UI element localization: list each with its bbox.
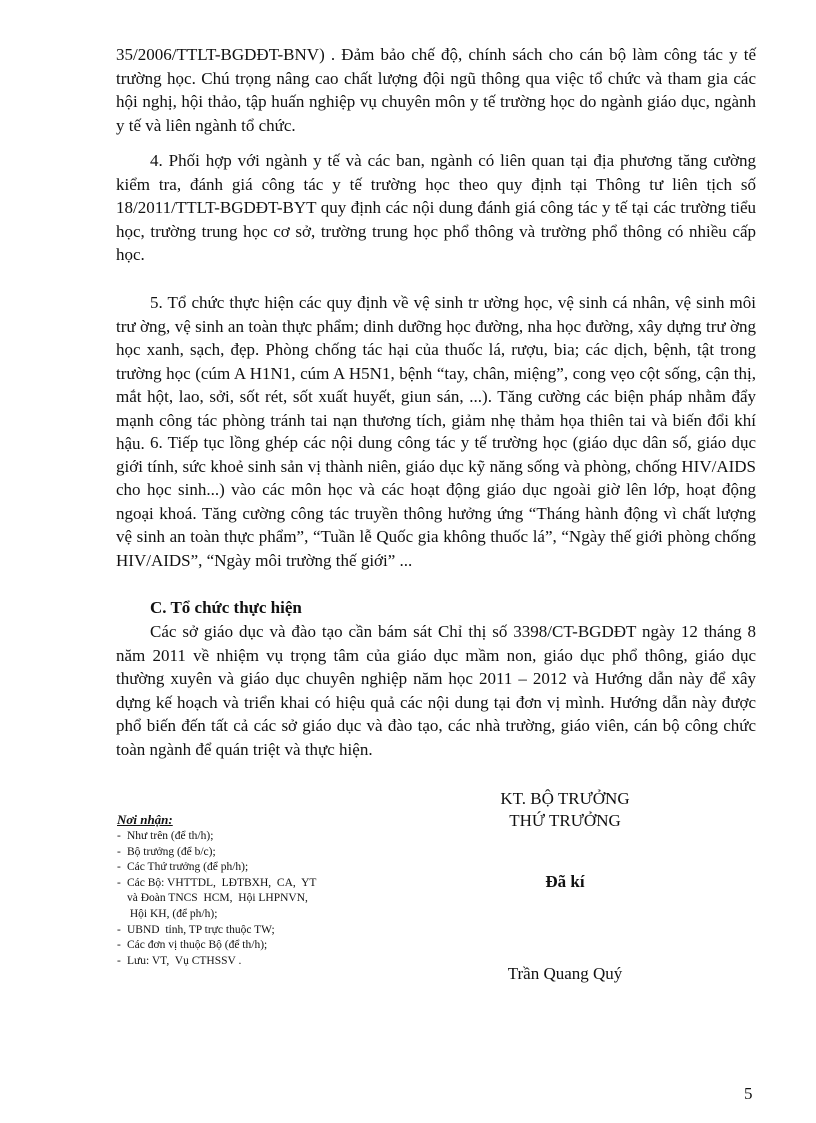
paragraph-text: 4. Phối hợp với ngành y tế và các ban, ngành có liên quan tại địa phương tăng cường kiểm tra, đánh giá công tác y tế trường học theo quy định tại Thông tư liên tịch số 18/2011/TTLT-BGDĐT-BYT quy định các nội dung đánh giá công tác y tế tại các trường tiểu học, trường trung học cơ sở, trường trung học phổ thông và trường phổ thông có nhiều cấp học.: [116, 151, 756, 264]
recipient-item: - Các Thứ trưởng (để ph/h);: [117, 861, 249, 874]
paragraph-item-4: [116, 149, 756, 267]
paragraph-text: 35/2006/TTLT-BGDĐT-BNV) . Đảm bảo chế độ, chính sách cho cán bộ làm công tác y tế trường học. Chú trọng nâng cao chất lượng đội ngũ thông qua việc tổ chức và tham gia các hội nghị, hội thảo, tập huấn nghiệp vụ chuyên môn y tế trường học do ngành giáo dục, ngành y tế và liên ngành tổ chức.: [116, 45, 756, 135]
recipient-item: - UBND tỉnh, TP trực thuộc TW;: [117, 923, 275, 936]
paragraph-continued: [116, 43, 756, 137]
recipient-item: - Các Bộ: VHTTDL, LĐTBXH, CA, YT và Đoàn TNCS HCM, Hội LHPNVN, Hội KH, (để ph/h);: [117, 876, 317, 920]
paragraph-item-6: [116, 431, 756, 572]
recipient-item: - Các đơn vị thuộc Bộ (để th/h);: [117, 939, 268, 952]
paragraph-text: 6. Tiếp tục lồng ghép các nội dung công tác y tế trường học (giáo dục dân số, giáo dục giới tính, sức khoẻ sinh sản vị thành niên, giáo dục kỹ năng sống và phòng, chống HIV/AIDS cho học sinh...) vào các môn học và các hoạt động giáo dục ngoài giờ lên lớp, hoạt động ngoại khoá. Tăng cường công tác truyền thông hưởng ứng “Tháng hành động vì chất lượng vệ sinh an toàn thực phẩm”, “Tuần lễ Quốc gia không thuốc lá”, “Ngày thế giới phòng chống HIV/AIDS”, “Ngày môi trường thế giới” ...: [116, 433, 756, 570]
recipient-item: - Lưu: VT, Vụ CTHSSV .: [117, 954, 242, 967]
recipients-list: [117, 829, 377, 969]
page-number: 5: [744, 1084, 753, 1103]
signature-title: KT. BỘ TRƯỞNG: [500, 789, 630, 808]
paragraph-text: Các sở giáo dục và đào tạo cần bám sát Chỉ thị số 3398/CT-BGDĐT ngày 12 tháng 8 năm 2011 về nhiệm vụ trọng tâm của giáo dục mầm non, giáo dục phổ thông, giáo dục thường xuyên và giáo dục chuyên nghiệp năm học 2011 – 2012 và Hướng dẫn này để xây dựng kế hoạch và triển khai có hiệu quả các nội dung tại đơn vị mình. Hướng dẫn này được phổ biến đến tất cả các sở giáo dục và đào tạo, các nhà trường, giáo viên, cán bộ công chức toàn ngành để quán triệt và thực hiện.: [116, 622, 756, 759]
paragraph-text: 5. Tổ chức thực hiện các quy định về vệ sinh tr ường học, vệ sinh cá nhân, vệ sinh môi trư ờng, vệ sinh an toàn thực phẩm; dinh dưỡng học đường, nha học đường, xây dựng trư ờng học xanh, sạch, đẹp. Phòng chống tác hại của thuốc lá, rượu, bia; các dịch, bệnh, tật trong trường học (cúm A H1N1, cúm A H5N1, bệnh “tay, chân, miệng”, cong vẹo cột sống, cận thị, mắt hột, lao, sởi, sốt rét, sốt xuất huyết, giun sán, ...). Tăng cường các biện pháp nhằm đẩy mạnh công tác phòng tránh tai nạn thương tích, giảm nhẹ thảm họa thiên tai và biến đổi khí hậu.: [116, 293, 756, 453]
paragraph-implementation: [116, 620, 756, 761]
signer-name: Trần Quang Quý: [507, 964, 623, 983]
section-heading-c: C. Tổ chức thực hiện: [150, 598, 302, 617]
recipient-item: - Như trên (để th/h);: [117, 830, 214, 842]
recipients-title: Nơi nhận:: [117, 812, 173, 827]
recipient-item: - Bộ trưởng (để b/c);: [117, 845, 216, 858]
signature-subtitle: THỨ TRƯỞNG: [509, 811, 621, 830]
signature-signed-note: Đã kí: [545, 872, 585, 891]
